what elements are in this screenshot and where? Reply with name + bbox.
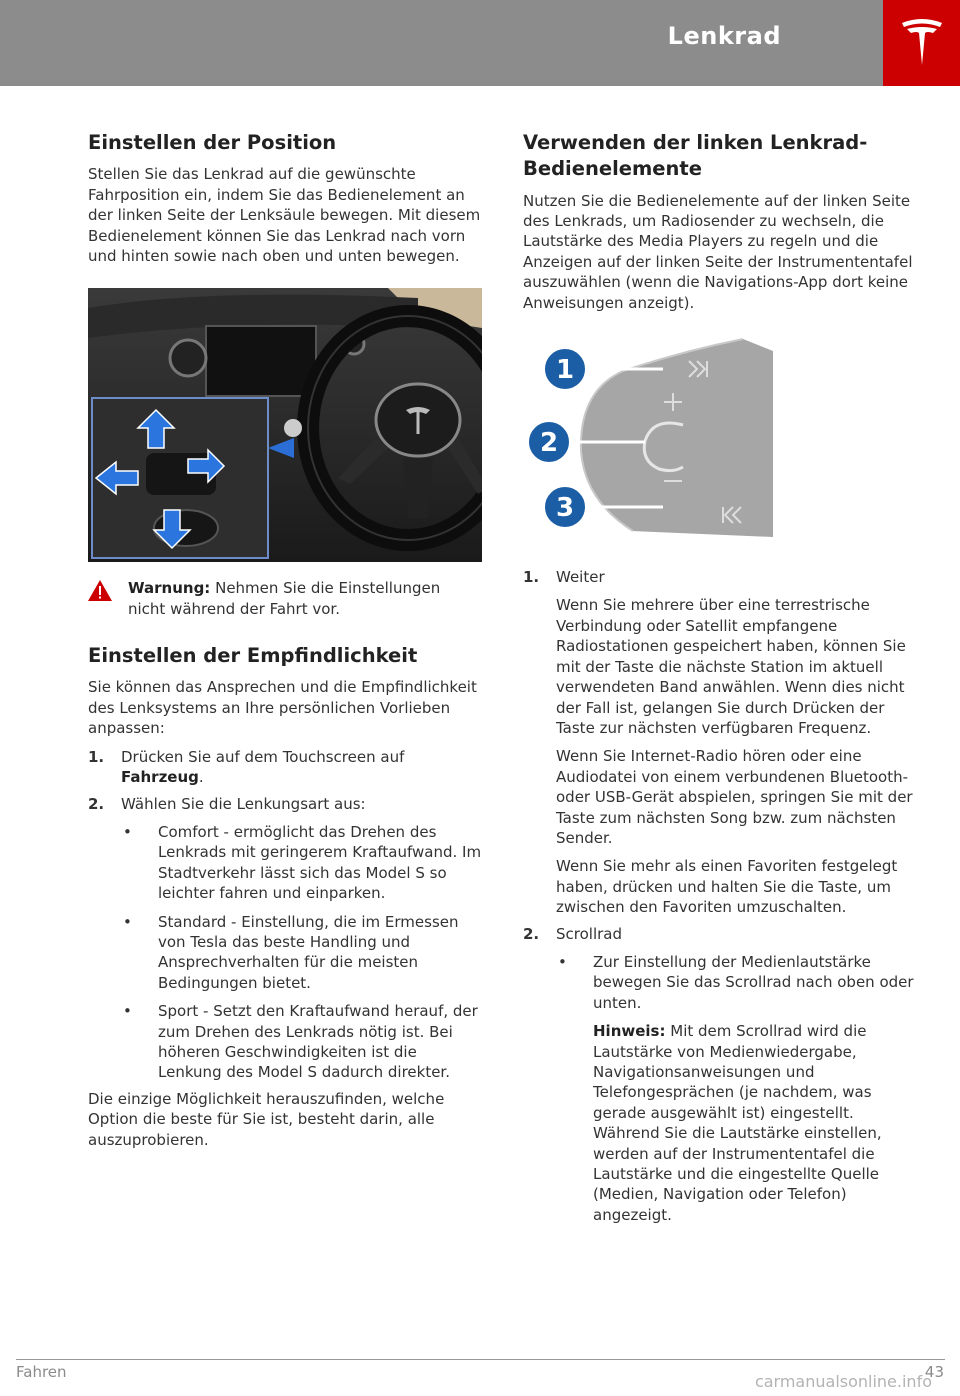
footer-section: Fahren (16, 1363, 67, 1381)
mode-comfort: • Comfort - ermöglicht das Drehen des Lenkrads mit geringerem Kraftaufwand. Im Stadtverkehr lässt sich das Model S so leichter fahren und einparken. (123, 822, 482, 903)
scroll-note: Hinweis: Mit dem Scrollrad wird die Lautstärke von Medienwiedergabe, Navigationsanweisungen und Telefongesprächen (je nachdem, was gerade ausgewählt ist) eingestellt. Während Sie die Lautstärke einstellen, werden auf der Instrumententafel die Lautstärke und die eingestellte Quelle (Medien, Navigation oder Telefon) angezeigt. (593, 1022, 882, 1224)
svg-text:2: 2 (539, 428, 559, 459)
warning-box (88, 578, 482, 619)
page-number: 43 (924, 1363, 944, 1381)
closing-text: Die einzige Möglichkeit herauszufinden, welche Option die beste für Sie ist, besteht darin, alle auszuprobieren. (88, 1089, 445, 1149)
header-bar (0, 0, 883, 86)
sensitivity-intro: Sie können das Ansprechen und die Empfindlichkeit des Lenksystems an Ihre persönlichen Vorlieben anpassen: (88, 678, 477, 738)
page-title: Lenkrad (667, 22, 781, 50)
right-column (523, 130, 923, 1231)
svg-text:3: 3 (555, 493, 575, 524)
left-column (88, 130, 482, 1150)
tesla-logo-icon (883, 0, 960, 86)
callout-1 (543, 347, 587, 391)
svg-text:1: 1 (555, 355, 575, 386)
mode-sport: • Sport - Setzt den Kraftaufwand herauf, der zum Drehen des Lenkrads nötig ist. Bei höheren Geschwindigkeiten ist die Lenkung des Model S dadurch direkter. (123, 1002, 478, 1082)
warning-icon (88, 580, 112, 619)
position-text: Stellen Sie das Lenkrad auf die gewünschte Fahrposition ein, indem Sie das Bedienelement an der linken Seite der Lenksäule bewegen. Mit diesem Bedienelement können Sie das Lenkrad nach vorn und hinten sowie nach oben und unten bewegen. (88, 165, 481, 265)
sensitivity-heading: Einstellen der Empfindlichkeit (88, 644, 418, 668)
list-item: 2. Wählen Sie die Lenkungsart aus: • Comfort - ermöglicht das Drehen des Lenkrads mit geringerem Kraftaufwand. Im Stadtverkehr lässt sich das Model S so leichter fahren und einparken. • Standard - Einstellung, die im Ermessen von Tesla das beste Handling und Ansprechverhalten für die meisten Bedingungen bietet. • Sport - Setzt den Kraftaufwand herauf, der zum Drehen des Lenkrads nötig ist. Bei höheren Geschwindigkeiten ist die Lenkung des Model S dadurch direkter. (88, 794, 482, 1082)
controls-heading: Verwenden der linken Lenkrad-Bedienelemente (523, 131, 868, 181)
warning-text: Warnung: Nehmen Sie die Einstellungen nicht während der Fahrt vor. (128, 579, 441, 618)
callout-3 (543, 485, 587, 529)
mode-standard: • Standard - Einstellung, die im Ermessen von Tesla das beste Handling und Ansprechverhalten für die meisten Bedingungen bietet. (123, 912, 459, 992)
warning-label: Warnung: (128, 579, 211, 598)
controls-list (523, 567, 923, 1225)
steps-list (88, 747, 482, 1083)
steering-wheel-photo (88, 288, 482, 562)
list-item: 2. Scrollrad • Zur Einstellung der Medienlautstärke bewegen Sie das Scrollrad nach oben oder unten. Hinweis: Mit dem Scrollrad wird die Lautstärke von Medienwiedergabe, Navigationsanweisungen und Telefongesprächen (je nachdem, was gerade ausgewählt ist) eingestellt. Während Sie die Lautstärke einstellen, werden auf der Instrumententafel die Lautstärke und die eingestellte Quelle (Medien, Navigation oder Telefon) angezeigt. (523, 924, 923, 1226)
list-item: 1. Drücken Sie auf dem Touchscreen auf Fahrzeug. (88, 747, 405, 787)
footer-divider (16, 1359, 945, 1360)
position-heading: Einstellen der Position (88, 131, 337, 154)
left-controls-diagram (523, 331, 783, 549)
list-item: 1. Weiter Wenn Sie mehrere über eine terrestrische Verbindung oder Satellit empfangene Radiostationen gespeichert haben, können Sie mit der Taste die nächste Station im aktuell verwendeten Band anwählen. Wenn dies nicht der Fall ist, gelangen Sie durch Drücken der Taste zur nächsten verfügbaren Frequenz. Wenn Sie Internet-Radio hören oder eine Audiodatei von einem verbundenen Bluetooth- oder USB-Gerät abspielen, springen Sie mit der Taste zum nächsten Song bzw. zum nächsten Sender. Wenn Sie mehr als einen Favoriten festgelegt haben, drücken und halten Sie die Taste, um zwischen den Favoriten umzuschalten. (523, 568, 913, 917)
watermark: carmanualsonline.info (754, 1372, 932, 1391)
controls-intro: Nutzen Sie die Bedienelemente auf der linken Seite des Lenkrads, um Radiosender zu wechseln, die Lautstärke des Media Players zu regeln und die Anzeigen auf der linken Seite der Instrumententafel auszuwählen (wenn die Navigations-App dort keine Anweisungen anzeigt). (523, 191, 913, 312)
callout-2 (527, 420, 571, 464)
